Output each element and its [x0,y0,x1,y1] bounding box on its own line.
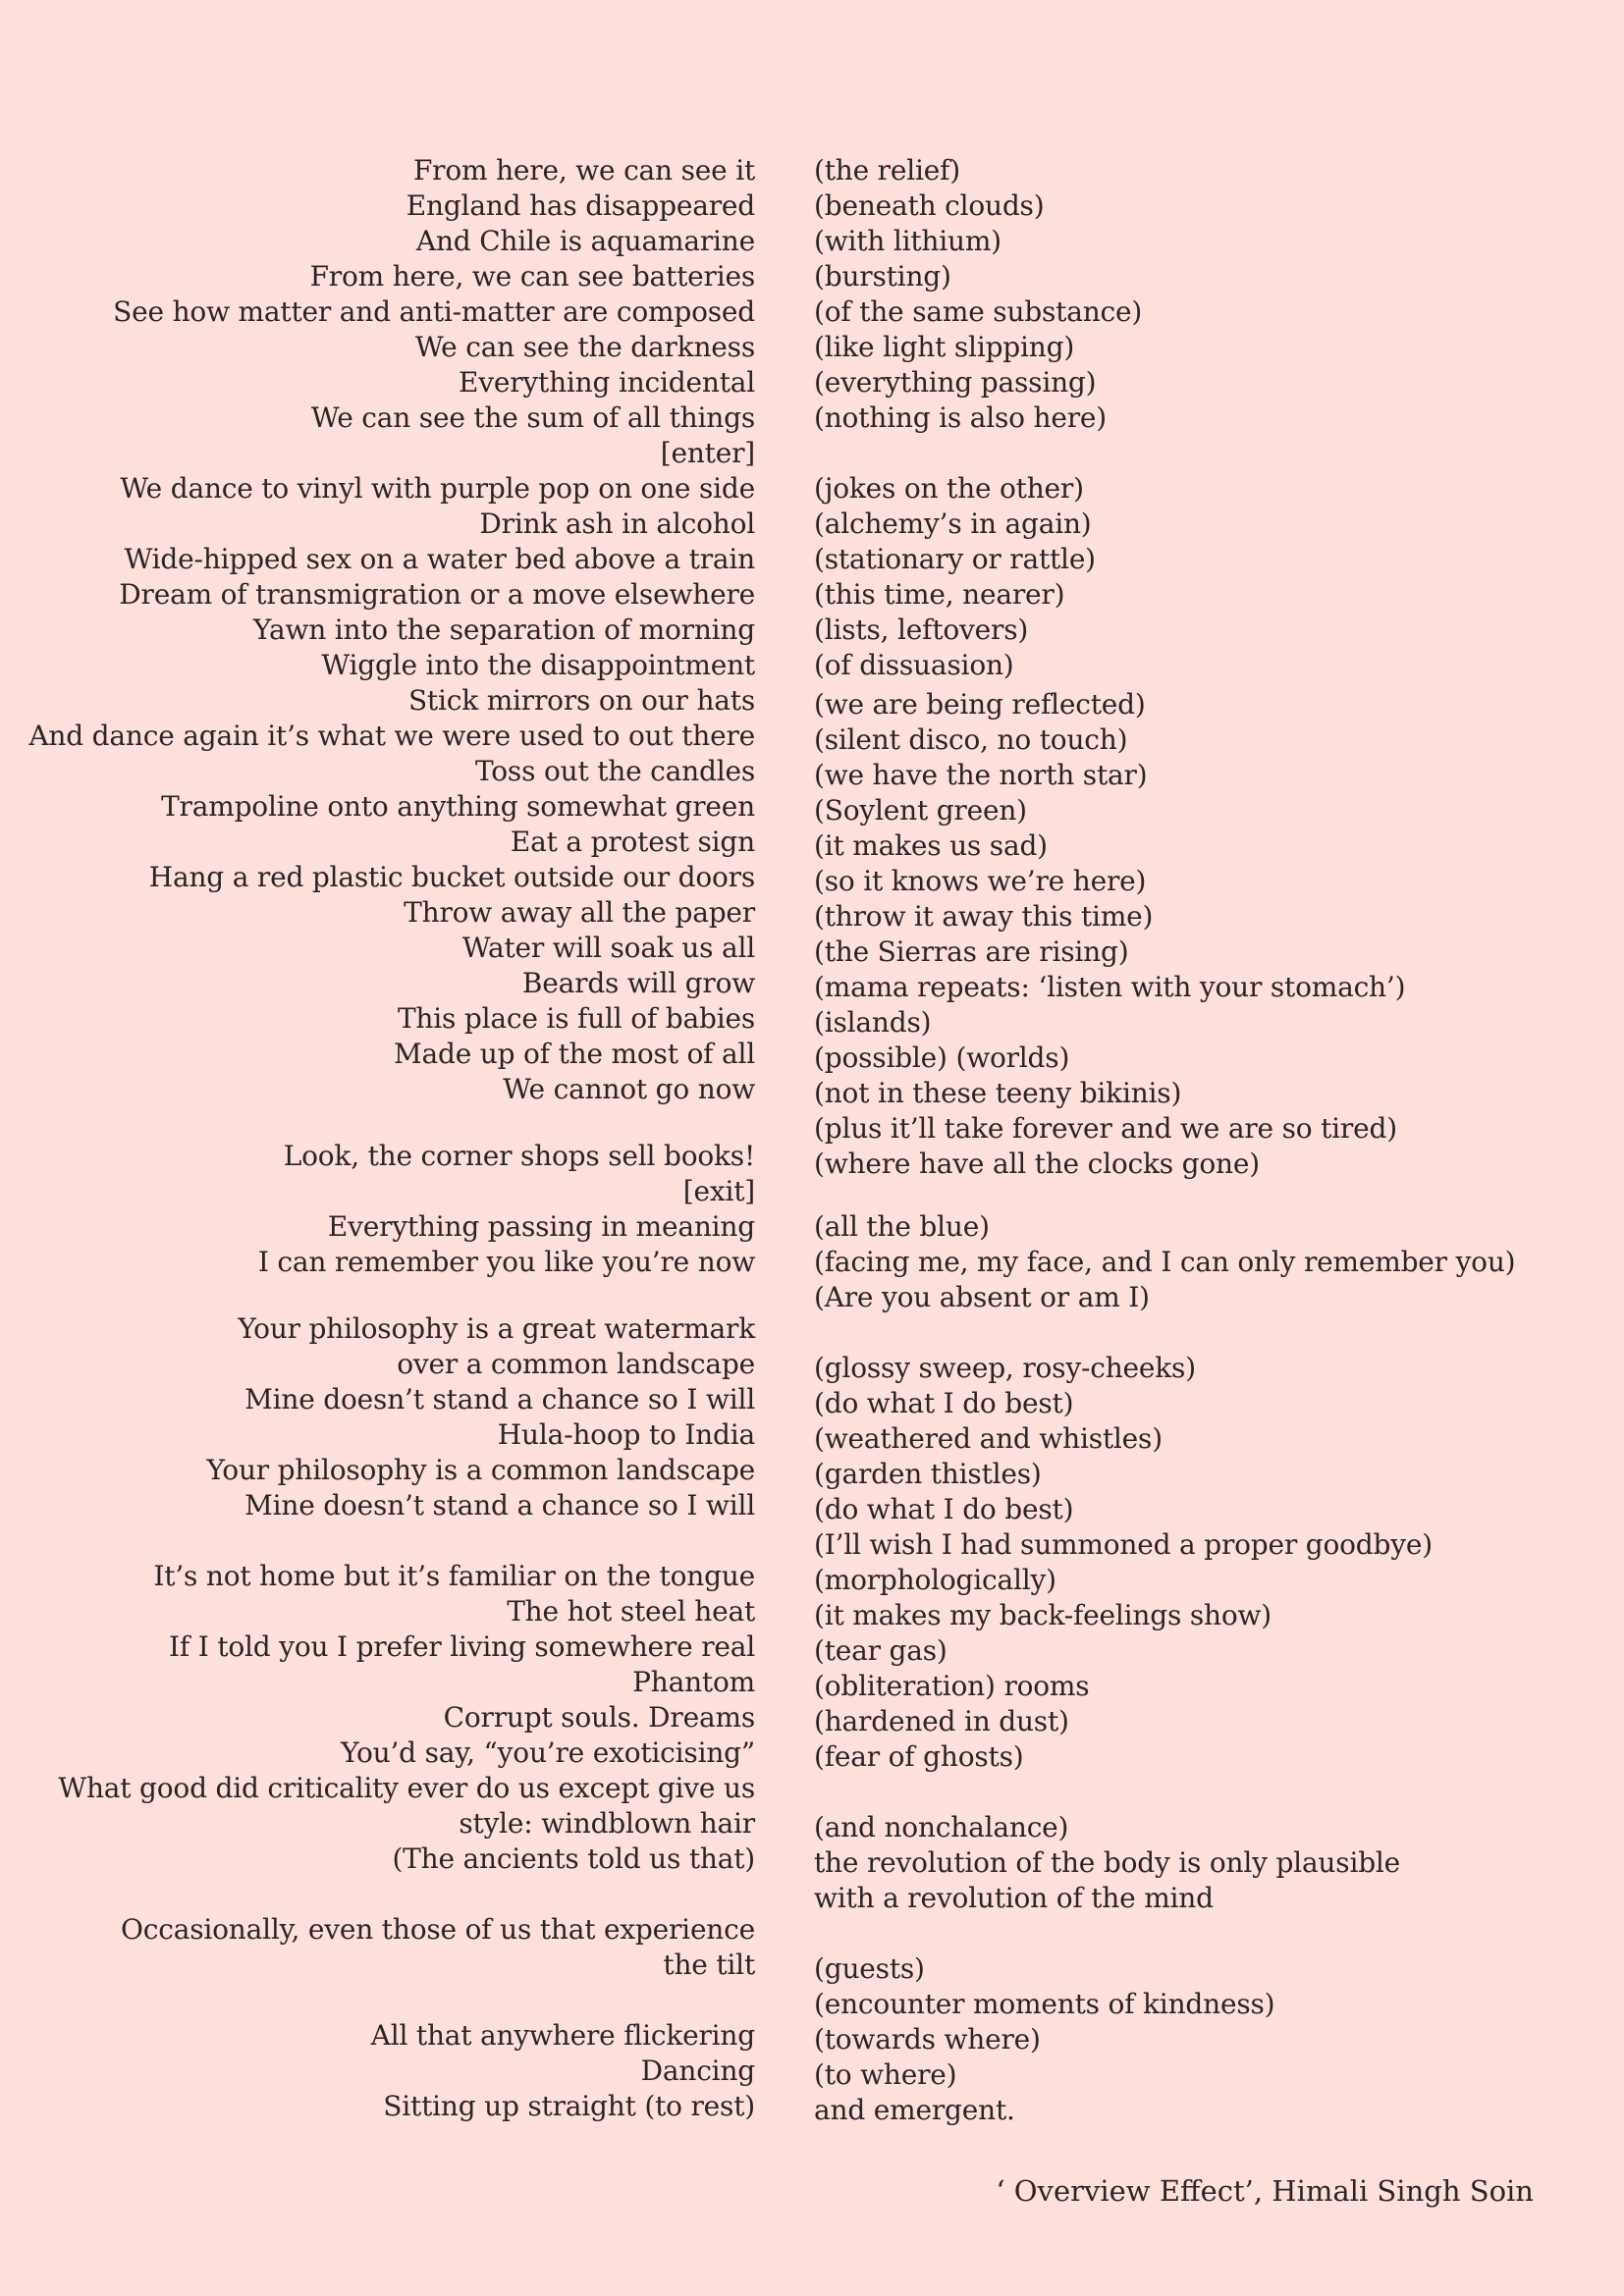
poem-line-right: (of the same substance) [814,295,1143,328]
poem-line-right: (bursting) [814,260,951,293]
poem-line-right: (of dissuasion) [814,649,1014,681]
poem-line-left: We can see the sum of all things [310,401,755,434]
poem-line-left: And dance again it’s what we were used to out there [28,720,755,752]
poem-line-right: (lists, leftovers) [814,614,1029,646]
poem-line-right: (Soylent green) [814,794,1027,827]
poem-line-right: (I’ll wish I had summoned a proper goodbye) [814,1528,1433,1561]
poem-line-right: (all the blue) [814,1210,990,1243]
poem-line-right: (like light slipping) [814,331,1075,363]
poem-line-right: (jokes on the other) [814,472,1084,505]
poem-line-right: and emergent. [814,2094,1015,2126]
poem-line-right: (encounter moments of kindness) [814,1988,1275,2020]
poem-line-right: (with lithium) [814,225,1001,257]
poem-line-right: (islands) [814,1006,932,1039]
poem-line-right: (obliteration) rooms [814,1670,1090,1702]
poem-line-left: Beards will grow [521,967,755,999]
poem-line-left: Eat a protest sign [510,826,755,858]
poem-line-left: Your philosophy is a common landscape [206,1454,755,1486]
poem-line-left: Hang a red plastic bucket outside our doors [148,861,755,893]
poem-line-right: (tear gas) [814,1634,947,1667]
poem-line-right: (silent disco, no touch) [814,723,1128,756]
poem-line-right: (mama repeats: ‘listen with your stomach’) [814,971,1406,1003]
poem-line-left: Sitting up straight (to rest) [383,2090,755,2122]
poem-line-right: (and nonchalance) [814,1811,1069,1843]
poem-line-right: (nothing is also here) [814,401,1107,434]
poem-line-right: (Are you absent or am I) [814,1281,1150,1313]
poem-line-left: We cannot go now [503,1073,755,1105]
poem-line-left: Phantom [632,1666,755,1698]
poem-line-left: Wiggle into the disappointment [321,649,755,681]
poem-line-right: (everything passing) [814,366,1097,399]
poem-line-right: (glossy sweep, rosy-cheeks) [814,1352,1196,1384]
poem-line-left: I can remember you like you’re now [257,1246,755,1278]
poem-line-right: (to where) [814,2058,957,2091]
poem-line-left: Toss out the candles [474,755,755,787]
poem-line-left: Drink ash in alcohol [479,507,755,540]
poem-line-right: (towards where) [814,2023,1041,2056]
poem-line-left: And Chile is aquamarine [415,225,755,257]
poem-line-left: Everything incidental [459,366,755,399]
poem-line-right: (we have the north star) [814,759,1148,791]
poem-line-right: the revolution of the body is only plausible [814,1846,1401,1879]
poem-line-left: See how matter and anti-matter are composed [113,295,755,328]
poem-line-left: From here, we can see batteries [309,260,755,293]
poem-credit: ‘ Overview Effect’, Himali Singh Soin [996,2174,1534,2208]
poem-line-right: with a revolution of the mind [814,1882,1214,1914]
poem-line-left: The hot steel heat [507,1595,755,1628]
poem-line-right: (alchemy’s in again) [814,507,1092,540]
poem-line-left: If I told you I prefer living somewhere real [169,1630,755,1663]
poem-line-right: (not in these teeny bikinis) [814,1077,1182,1109]
poem-line-right: (garden thistles) [814,1458,1042,1490]
poem-line-left: over a common landscape [397,1348,755,1380]
poem-line-right: (stationary or rattle) [814,543,1096,575]
poem-line-right: (it makes us sad) [814,829,1048,862]
poem-line-left: All that anywhere flickering [370,2019,755,2052]
poem-line-left: What good did criticality ever do us except give us [58,1772,755,1804]
poem-line-right: (weathered and whistles) [814,1422,1163,1455]
poem-line-left: Look, the corner shops sell books! [283,1140,755,1172]
poem-line-left: Hula-hoop to India [497,1418,755,1451]
poem-line-left: Dream of transmigration or a move elsewhere [119,578,755,611]
poem-line-left: Mine doesn’t stand a chance so I will [244,1489,755,1522]
poem-line-right: (the relief) [814,154,961,187]
poem-line-left: Corrupt souls. Dreams [443,1701,755,1734]
poem-line-left: We can see the darkness [414,331,755,363]
poem-line-right: (throw it away this time) [814,900,1154,933]
poem-line-left: England has disappeared [406,189,755,222]
poem-line-left: Dancing [640,2055,755,2087]
poem-line-right: (morphologically) [814,1564,1056,1596]
poem-line-left: From here, we can see it [412,154,755,187]
poem-line-right: (guests) [814,1952,925,1985]
poem-line-left: the tilt [663,1949,755,1981]
poem-line-left: Throw away all the paper [404,896,755,929]
poem-line-left: style: windblown hair [459,1807,755,1840]
poem-line-right: (where have all the clocks gone) [814,1148,1260,1180]
poem-line-right: (plus it’ll take forever and we are so tired) [814,1112,1397,1145]
poem-line-right: (we are being reflected) [814,688,1146,721]
poem-line-left: Water will soak us all [461,932,755,964]
poem-line-right: (do what I do best) [814,1387,1074,1419]
poem-line-left: We dance to vinyl with purple pop on one side [120,472,755,505]
poem-line-left: Occasionally, even those of us that experience [120,1913,755,1946]
poem-line-left: Mine doesn’t stand a chance so I will [244,1383,755,1415]
poem-line-left: [exit] [682,1175,755,1207]
poem-line-right: (possible) (worlds) [814,1041,1070,1074]
poem-line-right: (facing me, my face, and I can only remember you) [814,1246,1516,1278]
poem-line-right: (beneath clouds) [814,189,1045,222]
poem-line-left: Wide-hipped sex on a water bed above a train [124,543,755,575]
poem-line-left: [enter] [660,437,755,469]
poem-line-right: (hardened in dust) [814,1705,1069,1737]
poem-line-left: This place is full of babies [397,1002,755,1035]
poem-line-left: Everything passing in meaning [327,1210,755,1243]
poem-line-left: You’d say, “you’re exoticising” [341,1736,755,1769]
poem-line-right: (the Sierras are rising) [814,935,1129,968]
poem-line-right: (this time, nearer) [814,578,1065,611]
poem-line-left: (The ancients told us that) [392,1842,755,1875]
poem-line-left: Your philosophy is a great watermark [238,1312,755,1345]
poem-line-right: (do what I do best) [814,1493,1074,1525]
poem-line-left: Made up of the most of all [394,1038,755,1070]
poem-line-right: (fear of ghosts) [814,1740,1024,1773]
poem-line-left: Yawn into the separation of morning [252,614,755,646]
poem-line-left: It’s not home but it’s familiar on the tongue [153,1560,755,1592]
poem-line-right: (it makes my back-feelings show) [814,1599,1272,1631]
poem-line-left: Trampoline onto anything somewhat green [161,790,755,823]
poem-line-right: (so it knows we’re here) [814,865,1147,897]
poem-line-left: Stick mirrors on our hats [407,684,755,717]
